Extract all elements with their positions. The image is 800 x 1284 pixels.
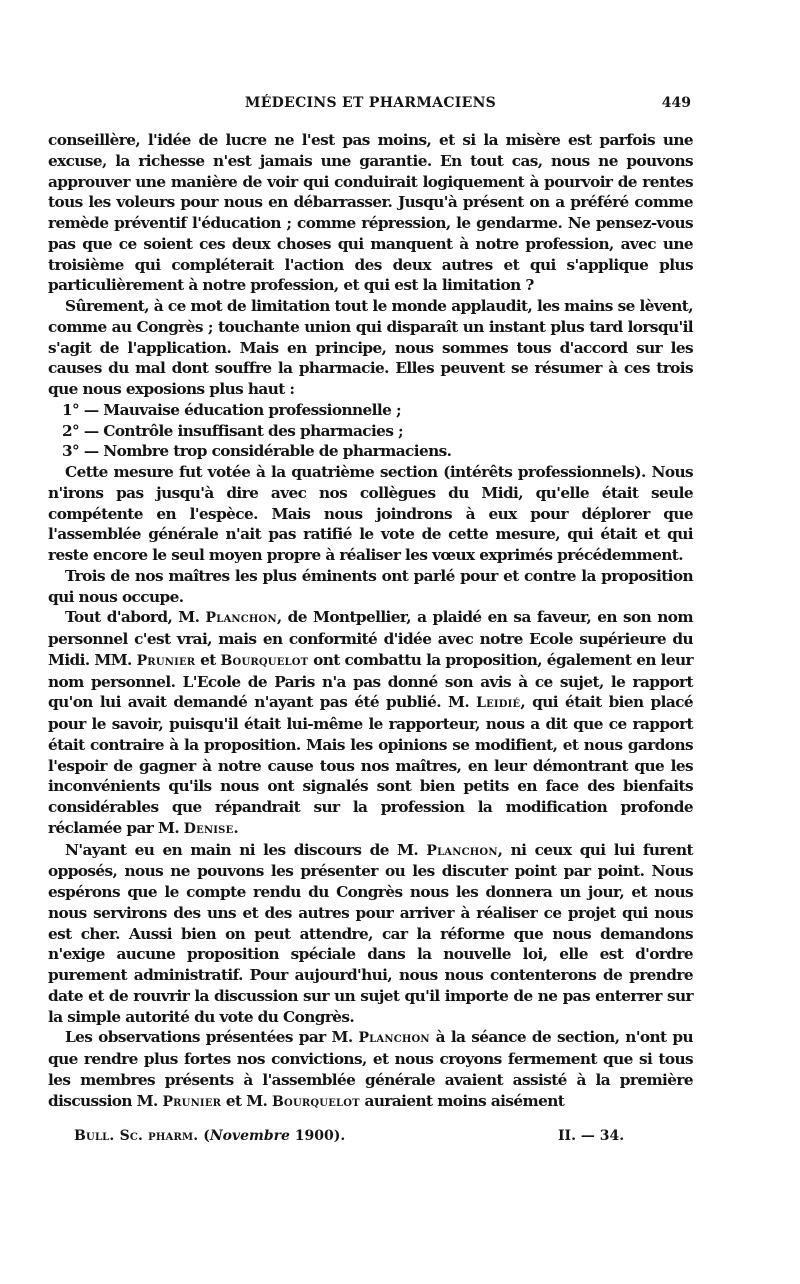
- author-name-planchon: Planchon: [358, 1030, 430, 1047]
- body-text: [48, 130, 693, 1112]
- author-name-planchon: Planchon: [205, 610, 277, 627]
- author-name-planchon: Planchon: [426, 842, 498, 859]
- paragraph-discours: [48, 840, 693, 1028]
- author-name-prunier: Prunier: [136, 652, 196, 669]
- list-item: 2° — Contrôle insuffisant des pharmacies ;: [62, 421, 404, 440]
- text-run: ).: [333, 1128, 346, 1144]
- journal-name: Bull. Sc. pharm.: [74, 1128, 199, 1144]
- paragraph-vote: Cette mesure fut votée à la quatrième section (intérêts professionnels). Nous n'irons pas jusqu'à dire avec nos collègues du Midi, qu'elle était seule compétente en l'espèce. Mais nous joindrons à eux pour déplorer que l'assemblée générale n'ait pas ratifié le vote de cette mesure, qui était et qui reste encore le seul moyen propre à réaliser les vœux exprimés précédemment.: [48, 463, 693, 564]
- author-name-prunier: Prunier: [162, 1093, 222, 1110]
- journal-citation: [74, 1128, 345, 1144]
- paragraph-limitation: Sûrement, à ce mot de limitation tout le monde applaudit, les mains se lèvent, comme au Congrès ; touchante union qui disparaît un instant plus tard lorsqu'il s'agit de l'application. Mais en principe, nous sommes tous d'accord sur les causes du mal dont souffre la pharmacie. Elles peuvent se résumer à ces trois que nous exposions plus haut :: [48, 297, 693, 398]
- issue-month: Novembre: [209, 1128, 290, 1144]
- page-number: 449: [661, 95, 691, 111]
- text-run: Les observations présentées par M.: [65, 1028, 359, 1047]
- text-run: , ni ceux qui lui furent opposés, nous ne pouvons les présenter ou les discuter point par point. Nous espérons que le compte rendu du Congrès nous les donnera un jour, et nous nous servirons des uns et des autres pour arriver à réaliser ce projet qui nous est cher. Aussi bien on peut attendre, car la réforme que nous demandons n'exige aucune proposition spéciale dans la nouvelle loi, elle est d'ordre purement administratif. Pour aujourd'hui, nous nous contenterons de prendre date et de rouvrir la discussion sur un sujet qu'il importe de ne pas enterrer sur la simple autorité du vote du Congrès.: [48, 840, 693, 1026]
- author-name-bourquelot: Bourquelot: [220, 652, 309, 669]
- text-run: et M.: [221, 1091, 272, 1110]
- list-item: 3° — Nombre trop considérable de pharmaciens.: [62, 442, 452, 461]
- text-run: à la séance de section, n'ont pu que rendre plus fortes nos convictions, et nous croyons fermement que si tous les membres présents à l'assemblée générale avaient assisté à la première discussion M.: [48, 1028, 693, 1110]
- signature-mark: II. — 34.: [558, 1128, 625, 1144]
- issue-year: 1900: [289, 1128, 334, 1144]
- text-run: auraient moins aisément: [359, 1091, 565, 1110]
- paragraph-maitres: Trois de nos maîtres les plus éminents ont parlé pour et contre la proposition qui nous occupe.: [48, 566, 693, 606]
- author-name-denise: Denise: [183, 820, 234, 837]
- text-run: .: [233, 818, 239, 837]
- text-run: ont combattu la proposition, également en leur nom personnel. L'Ecole de Paris n'a pas donné son avis à ce sujet, le rapport qu'on lui avait demandé n'ayant pas été publié. M.: [48, 650, 693, 712]
- author-name-leidie: Leidié: [476, 695, 521, 712]
- text-run: N'ayant eu en main ni les discours de M.: [65, 840, 427, 859]
- text-run: (: [198, 1128, 210, 1144]
- list-item: 1° — Mauvaise éducation professionnelle ;: [62, 400, 402, 419]
- footer: [48, 1128, 693, 1150]
- text-run: Tout d'abord, M.: [65, 608, 206, 627]
- paragraph-continuation: conseillère, l'idée de lucre ne l'est pas moins, et si la misère est parfois une excuse, la richesse n'est jamais une garantie. En tout cas, nous ne pouvons approuver une manière de voir qui conduirait logiquement à pourvoir de rentes tous les voleurs pour nous en débarrasser. Jusqu'à présent on a préféré comme remède préventif l'éducation ; comme répression, le gendarme. Ne pensez-vous pas que ce soient ces deux choses qui manquent à notre profession, avec une troisième qui compléterait l'action des deux autres et qui s'applique plus particulièrement à notre profession, et qui est la limitation ?: [48, 131, 693, 295]
- text-run: , qui était bien placé pour le savoir, puisqu'il était lui-même le rapporteur, nous a dit que ce rapport était contraire à la proposition. Mais les opinions se modifient, et nous gardons l'espoir de gagner à notre cause tous nos maîtres, en leur démontrant que les inconvénients qu'ils nous ont signalés sont bien petits en face des bienfaits considérables que répandrait sur la profession la modification profonde réclamée par M.: [48, 693, 694, 837]
- running-head: [48, 95, 693, 119]
- running-head-title: MÉDECINS ET PHARMACIENS: [244, 95, 497, 111]
- author-name-bourquelot: Bourquelot: [272, 1093, 360, 1110]
- paragraph-planchon: [48, 607, 693, 839]
- text-run: , de Montpellier, a plaidé en sa faveur, en son nom personnel c'est vrai, mais en conformité d'idée avec notre Ecole supérieure du Midi. MM.: [48, 608, 693, 669]
- paragraph-observations: [48, 1027, 693, 1112]
- text-run: et: [195, 650, 221, 669]
